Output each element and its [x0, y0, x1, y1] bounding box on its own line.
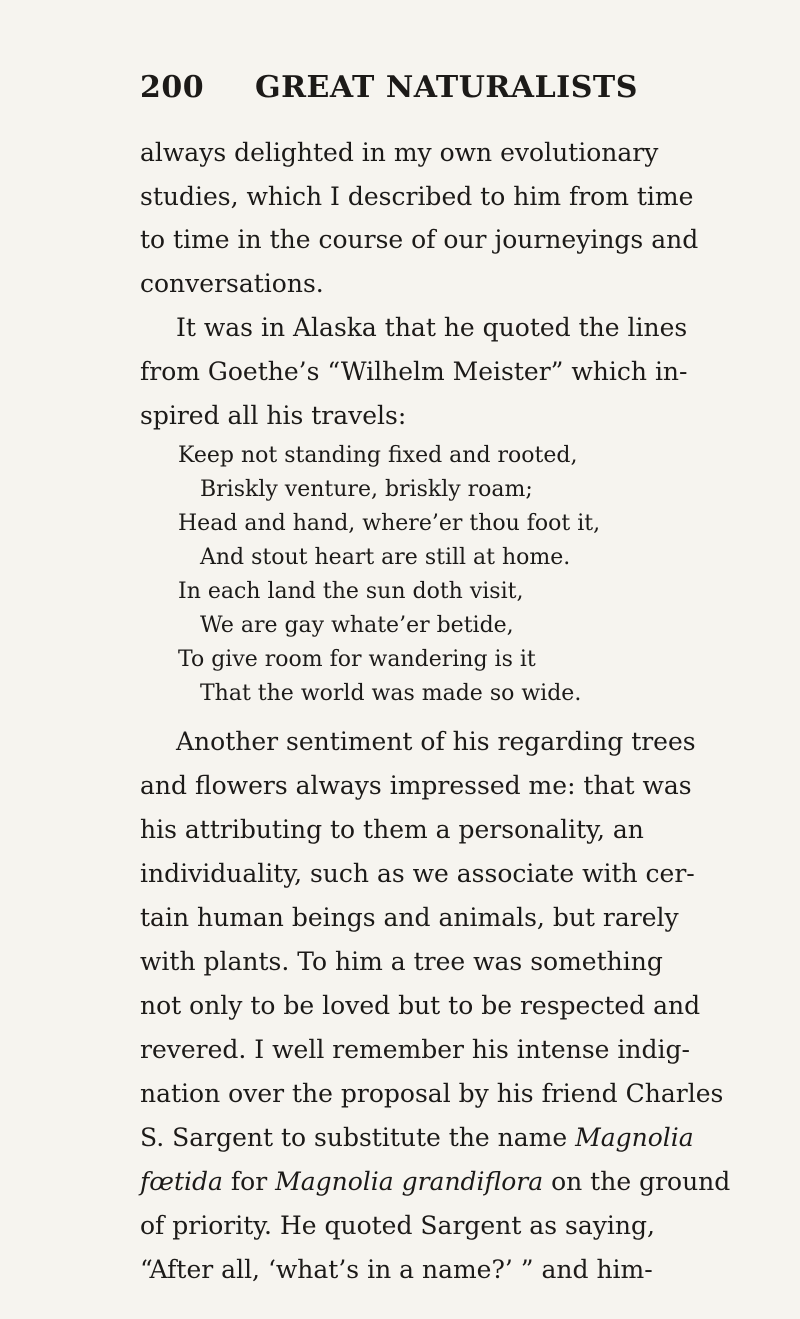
poem-line: We are gay whate’er betide,	[200, 613, 514, 638]
body-line: of priority. He quoted Sargent as saying,	[140, 1211, 655, 1240]
running-head: GREAT NATURALISTS	[255, 70, 638, 105]
italic-genus: Magnolia	[575, 1123, 694, 1152]
body-line: studies, which I described to him from time	[140, 182, 694, 211]
page-number: 200	[140, 70, 205, 105]
body-line: his attributing to them a personality, an	[140, 815, 644, 844]
body-line: “After all, ‘what’s in a name?’ ” and him-	[140, 1255, 653, 1284]
body-line: and flowers always impressed me: that was	[140, 771, 692, 800]
body-line: individuality, such as we associate with cer-	[140, 859, 695, 888]
body-text: on the ground	[543, 1167, 731, 1196]
poem-line: Briskly venture, briskly roam;	[200, 477, 533, 502]
poem-line: Head and hand, where’er thou foot it,	[178, 511, 601, 536]
page-header	[140, 70, 660, 114]
body-line	[140, 1162, 731, 1202]
body-line: conversations.	[140, 269, 324, 298]
body-line: nation over the proposal by his friend Charles	[140, 1079, 724, 1108]
body-line: revered. I well remember his intense indig-	[140, 1035, 690, 1064]
body-line: to time in the course of our journeyings and	[140, 225, 699, 254]
poem-line: That the world was made so wide.	[200, 681, 582, 706]
body-line: tain human beings and animals, but rarely	[140, 903, 679, 932]
body-line: with plants. To him a tree was something	[140, 947, 663, 976]
poem-line: Keep not standing fixed and rooted,	[178, 443, 578, 468]
italic-binomial: Magnolia grandiflora	[275, 1167, 544, 1196]
poem-line: In each land the sun doth visit,	[178, 579, 524, 604]
body-line-indented: It was in Alaska that he quoted the lines	[176, 313, 688, 342]
body-line: not only to be loved but to be respected and	[140, 991, 701, 1020]
body-text: for	[222, 1167, 276, 1196]
body-line	[140, 1118, 694, 1158]
body-line: spired all his travels:	[140, 401, 407, 430]
italic-species: fœtida	[140, 1167, 223, 1196]
body-line: always delighted in my own evolutionary	[140, 138, 659, 167]
poem-line: To give room for wandering is it	[178, 647, 536, 672]
body-text: S. Sargent to substitute the name	[140, 1123, 576, 1152]
body-line: from Goethe’s “Wilhelm Meister” which in-	[140, 357, 688, 386]
body-line-indented: Another sentiment of his regarding trees	[176, 727, 696, 756]
poem-line: And stout heart are still at home.	[200, 545, 571, 570]
